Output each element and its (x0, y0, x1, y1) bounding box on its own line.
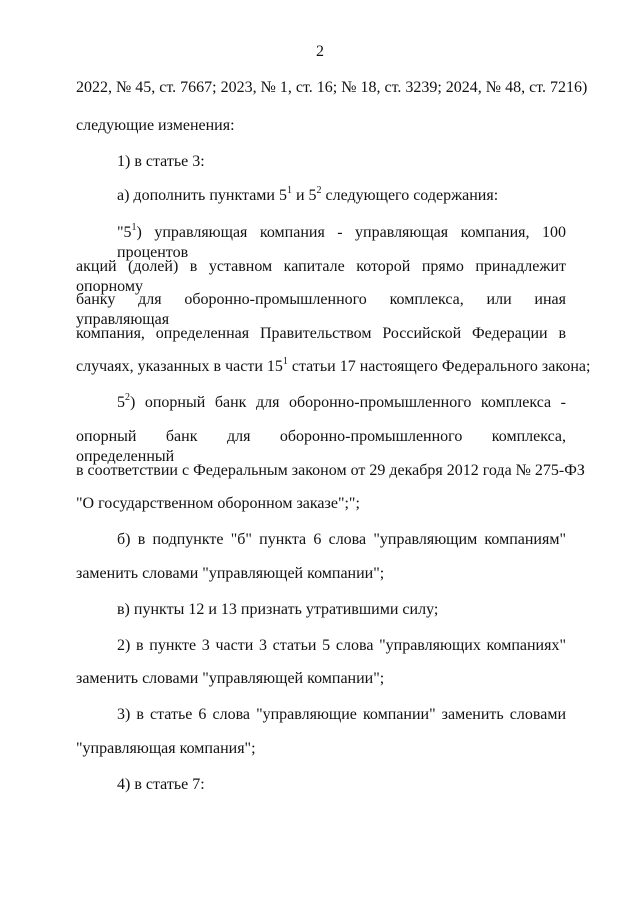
page-number: 2 (316, 43, 324, 60)
text-line: 3) в статье 6 слова "управляющие компании" заменить словами (117, 706, 566, 723)
text-line: 2022, № 45, ст. 7667; 2023, № 1, ст. 16; № 18, ст. 3239; 2024, № 48, ст. 7216) (76, 79, 588, 96)
text-line: банку для оборонно-промышленного комплекса, или иная управляющая (76, 291, 566, 328)
text-line: в соответствии с Федеральным законом от 29 декабря 2012 года № 275-ФЗ (76, 462, 585, 479)
text-line-with-superscript: "$5^1$) управляющая компания - управляющая компания, 100 процентов (117, 221, 566, 261)
text-line: 2) в пункте 3 части 3 статьи 5 слова "управляющих компаниях" (117, 637, 566, 654)
text-line: акций (долей) в уставном капитале которой прямо принадлежит опорному (76, 258, 566, 295)
text-line: 1) в статье 3: (117, 153, 205, 170)
text-line: компания, определенная Правительством Российской Федерации в (76, 325, 566, 342)
text-line: "О государственном оборонном заказе";"; (76, 495, 360, 512)
text-line: заменить словами "управляющей компании"; (76, 670, 385, 687)
text-line: "управляющая компания"; (76, 740, 256, 757)
text-line: следующие изменения: (76, 117, 235, 134)
text-line-with-superscript: случаях, указанных в части $15^1$ статьи 17 настоящего Федерального закона; (76, 355, 591, 375)
text-line: заменить словами "управляющей компании"; (76, 565, 385, 582)
text-line: б) в подпункте "б" пункта 6 слова "управляющим компаниям" (117, 531, 566, 548)
text-line: в) пункты 12 и 13 признать утратившими силу; (117, 601, 439, 618)
text-line: 4) в статье 7: (117, 776, 205, 793)
text-line-with-superscript: $5^2$) опорный банк для оборонно-промышленного комплекса - (117, 391, 566, 411)
text-line: опорный банк для оборонно-промышленного комплекса, определенный (76, 428, 566, 465)
text-line-with-superscripts: а) дополнить пунктами $5^1$ и $5^2$ следующего содержания: (117, 184, 499, 204)
